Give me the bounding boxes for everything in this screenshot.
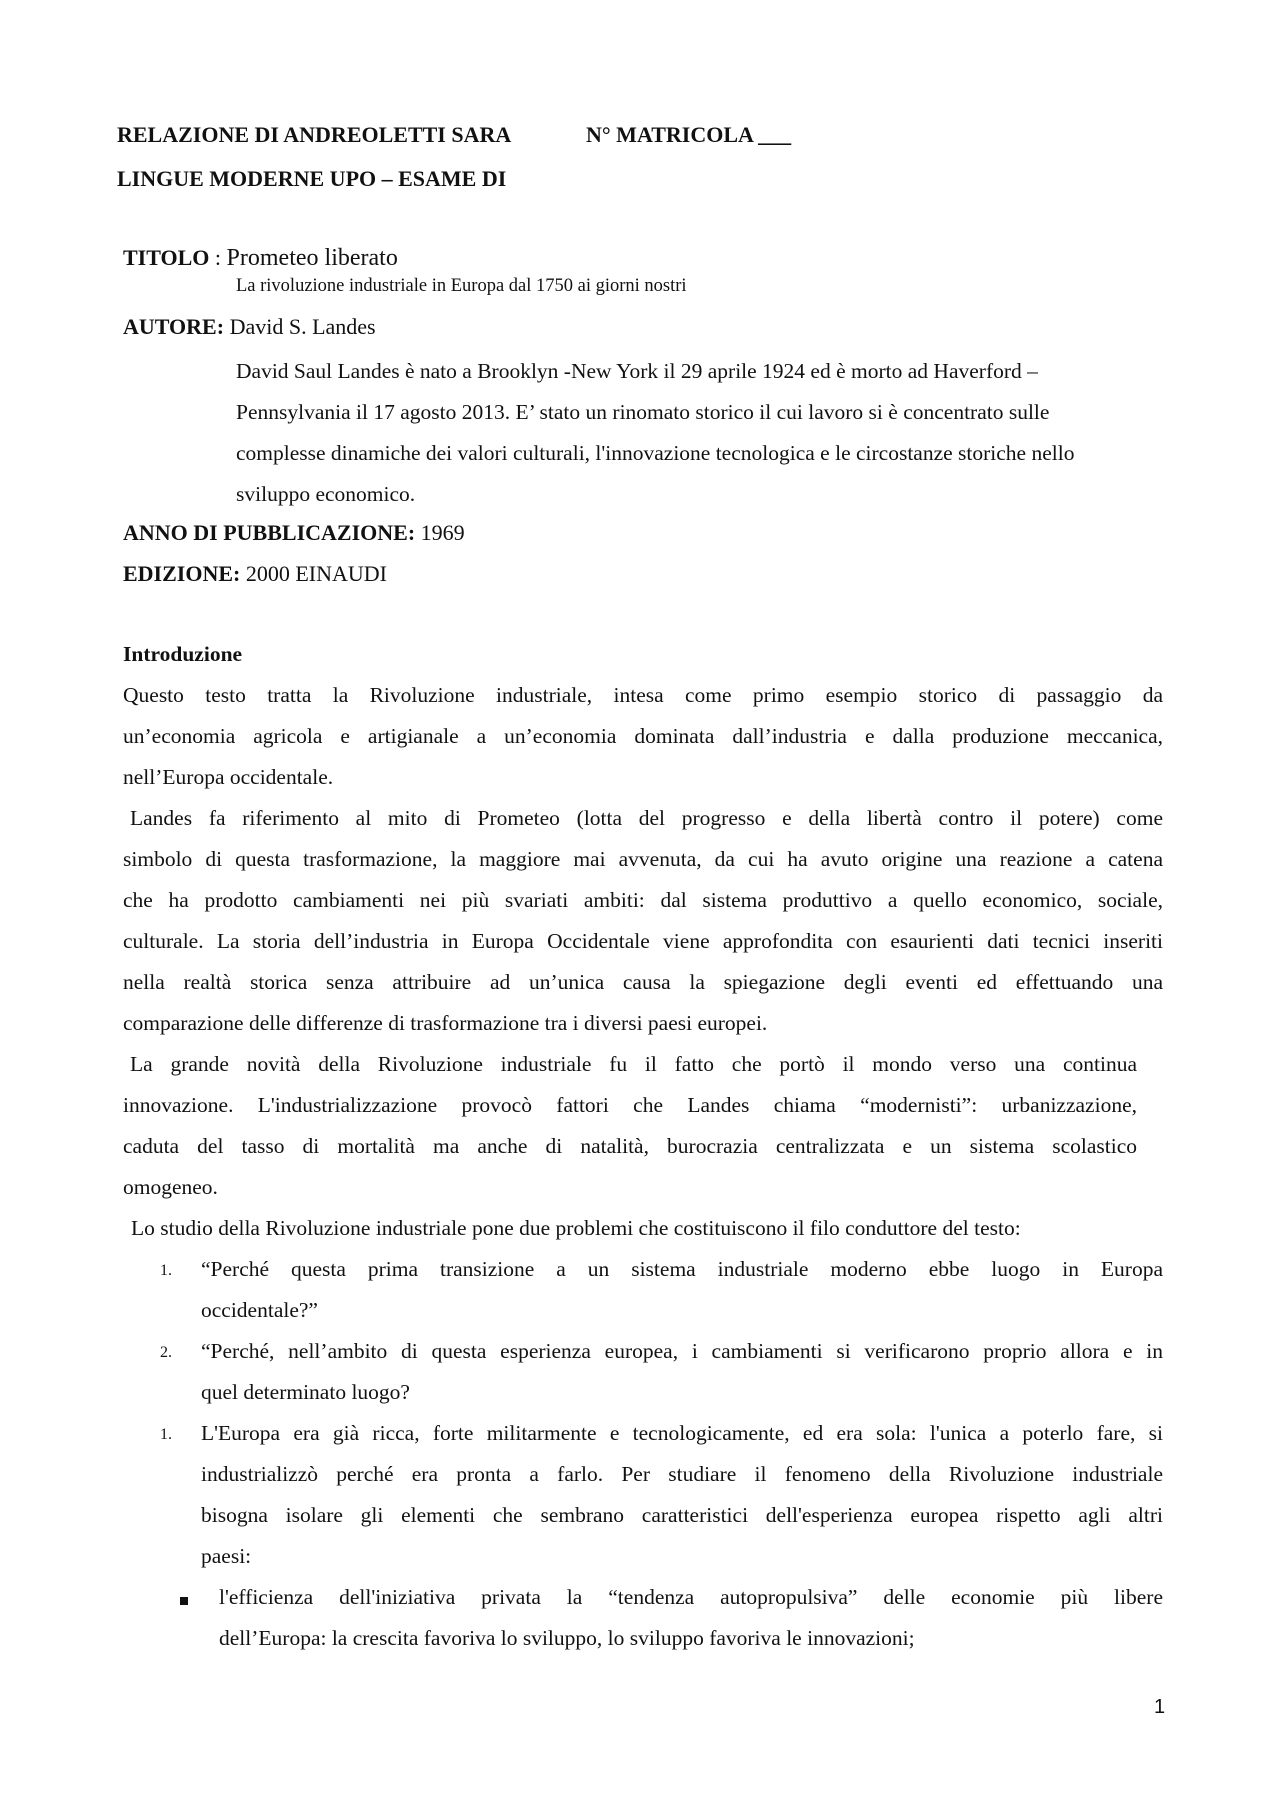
- header-matricola: N° MATRICOLA ___: [586, 122, 792, 147]
- author-bio: [236, 351, 1074, 515]
- book-subtitle: La rivoluzione industriale in Europa dal 1750 ai giorni nostri: [236, 276, 687, 296]
- answer-line: paesi:: [201, 1544, 252, 1568]
- p1-line: nell’Europa occidentale.: [123, 765, 334, 789]
- bullet-line: dell’Europa: la crescita favoriva lo sviluppo, lo sviluppo favoriva le innovazioni;: [219, 1626, 915, 1650]
- p2-line: nella realtà storica senza attribuire ad un’unica causa la spiegazione degli eventi ed effettuando una: [123, 970, 1163, 994]
- list-number: 1.: [160, 1262, 172, 1279]
- year-label: ANNO DI PUBBLICAZIONE:: [123, 520, 416, 545]
- section-heading: Introduzione: [123, 642, 243, 666]
- year-row: [123, 520, 465, 546]
- year-value: 1969: [415, 520, 465, 545]
- question-line: occidentale?”: [201, 1298, 318, 1322]
- bio-line: sviluppo economico.: [236, 482, 416, 506]
- p2-line: comparazione delle differenze di trasformazione tra i diversi paesi europei.: [123, 1011, 768, 1035]
- p1-line: un’economia agricola e artigianale a un’economia dominata dall’industria e dalla produzione meccanica,: [123, 724, 1163, 748]
- bio-line: David Saul Landes è nato a Brooklyn -New York il 29 aprile 1924 ed è morto ad Haverford –: [236, 359, 1038, 383]
- author-label: AUTORE:: [123, 314, 225, 339]
- list-number: 1.: [160, 1426, 172, 1443]
- list-number: 2.: [160, 1344, 172, 1361]
- book-title: Prometeo liberato: [226, 245, 398, 271]
- answer-line: industrializzò perché era pronta a farlo. Per studiare il fenomeno della Rivoluzione industriale: [201, 1462, 1163, 1486]
- p4-line: Lo studio della Rivoluzione industriale pone due problemi che costituiscono il filo conduttore del testo:: [131, 1216, 1021, 1240]
- edition-row: [123, 561, 387, 587]
- bio-line: complesse dinamiche dei valori culturali, l'innovazione tecnologica e le circostanze storiche nello: [236, 441, 1075, 465]
- p2-line: Landes fa riferimento al mito di Prometeo (lotta del progresso e della libertà contro il potere) come: [130, 806, 1163, 830]
- question-line: “Perché, nell’ambito di questa esperienza europea, i cambiamenti si verificarono proprio allora e in: [201, 1339, 1163, 1363]
- answer-line: bisogna isolare gli elementi che sembrano caratteristici dell'esperienza europea rispetto agli altri: [201, 1503, 1163, 1527]
- p3-line: innovazione. L'industrializzazione provocò fattori che Landes chiama “modernisti”: urbanizzazione,: [123, 1093, 1137, 1117]
- bullet-square-icon: [180, 1597, 188, 1605]
- p2-line: che ha prodotto cambiamenti nei più svariati ambiti: dal sistema produttivo a quello economico, sociale,: [123, 888, 1163, 912]
- author-row: [123, 314, 376, 340]
- author-value: David S. Landes: [224, 314, 376, 339]
- header-student-line: RELAZIONE DI ANDREOLETTI SARA: [117, 122, 512, 147]
- p3-line: omogeneo.: [123, 1175, 218, 1199]
- header-course-line: LINGUE MODERNE UPO – ESAME DI: [117, 166, 507, 191]
- page-number: 1: [1154, 1696, 1166, 1718]
- p1-line: Questo testo tratta la Rivoluzione industriale, intesa come primo esempio storico di passaggio da: [123, 683, 1163, 707]
- title-sep: :: [209, 245, 227, 270]
- question-line: quel determinato luogo?: [201, 1380, 410, 1404]
- p2-line: simbolo di questa trasformazione, la maggiore mai avvenuta, da cui ha avuto origine una reazione a catena: [123, 847, 1163, 871]
- p2-line: culturale. La storia dell’industria in Europa Occidentale viene approfondita con esaurienti dati tecnici inseriti: [123, 929, 1163, 953]
- edition-value: 2000 EINAUDI: [240, 561, 388, 586]
- answer-line: L'Europa era già ricca, forte militarmente e tecnologicamente, ed era sola: l'unica a poterlo fare, si: [201, 1421, 1163, 1445]
- p3-line: caduta del tasso di mortalità ma anche di natalità, burocrazia centralizzata e un sistema scolastico: [123, 1134, 1137, 1158]
- bio-line: Pennsylvania il 17 agosto 2013. E’ stato un rinomato storico il cui lavoro si è concentrato sulle: [236, 400, 1050, 424]
- bullet-line: l'efficienza dell'iniziativa privata la “tendenza autopropulsiva” delle economie più libere: [219, 1585, 1163, 1609]
- edition-label: EDIZIONE:: [123, 561, 241, 586]
- title-label: TITOLO: [123, 245, 210, 270]
- question-line: “Perché questa prima transizione a un sistema industriale moderno ebbe luogo in Europa: [201, 1257, 1163, 1281]
- title-row: [123, 245, 398, 272]
- p3-line: La grande novità della Rivoluzione industriale fu il fatto che portò il mondo verso una continua: [130, 1052, 1137, 1076]
